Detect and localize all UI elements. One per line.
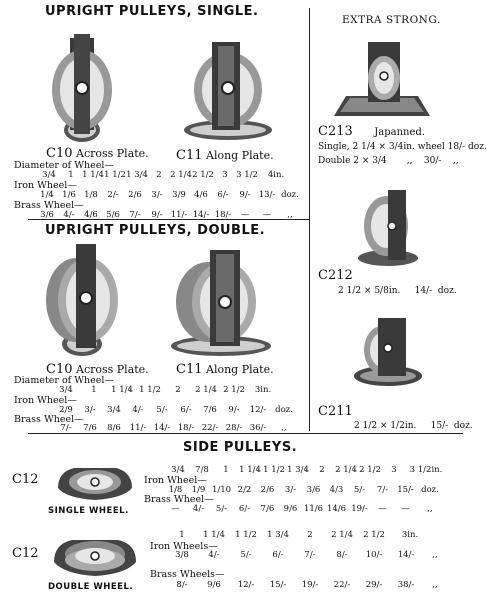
price-cell: 7/6 xyxy=(83,423,97,433)
code-c11: C11 xyxy=(176,148,203,163)
price-cell: 18/- xyxy=(214,210,232,220)
side-single-iron-label: Iron Wheel— xyxy=(144,475,207,486)
price-cell: 19/- xyxy=(301,580,319,590)
price-cell: 3/- xyxy=(151,190,163,200)
size-cell: 2 1/4 xyxy=(335,465,357,475)
size-cell: 2 xyxy=(156,170,162,180)
size-cell: 1 xyxy=(223,465,229,475)
pulley-c213-illustration xyxy=(334,36,434,124)
single-cap-left xyxy=(46,146,149,161)
double-brass-label: Brass Wheel— xyxy=(14,414,84,425)
size-cell: 1 xyxy=(68,170,74,180)
price-cell: 2/6 xyxy=(128,190,142,200)
c212-line: 2 1/2 × 5/8in. 14/- doz. xyxy=(338,286,457,296)
price-cell: 7/6 xyxy=(260,504,275,514)
single-cap-right xyxy=(176,148,274,163)
size-cell: 2 xyxy=(319,465,325,475)
price-cell: 1/6 xyxy=(62,190,76,200)
single-wheel-label: SINGLE WHEEL. xyxy=(48,506,129,516)
size-cell: 2 1/2 xyxy=(363,530,385,540)
side-double-brass-label: Brass Wheels— xyxy=(150,569,225,580)
side-single-brass-label: Brass Wheel— xyxy=(144,494,214,505)
size-cell: 1 1/4 xyxy=(203,530,225,540)
price-cell: 14/- xyxy=(192,210,210,220)
single-brass-row xyxy=(36,210,306,220)
double-iron-row xyxy=(54,405,304,415)
size-cell: 2 1/4 xyxy=(331,530,353,540)
price-cell: 3/- xyxy=(284,485,297,495)
price-cell: 9/- xyxy=(228,405,240,415)
size-cell: 1 1/4 xyxy=(82,170,104,180)
price-cell: — xyxy=(262,210,272,220)
price-cell: 4/- xyxy=(63,210,75,220)
unit-cell: doz. xyxy=(421,485,439,495)
c213-caption xyxy=(318,124,425,139)
size-cell: 1 3/4 xyxy=(287,465,309,475)
price-cell: 9/- xyxy=(151,210,163,220)
size-cell: 2 1/2 xyxy=(192,170,214,180)
size-cell: 2 1/4 xyxy=(170,170,192,180)
price-cell: 2/- xyxy=(107,190,119,200)
price-cell: 6/- xyxy=(180,405,192,415)
unit-cell: doz. xyxy=(275,405,293,415)
side-pulley-single-illustration xyxy=(54,458,136,504)
price-cell: 15/- xyxy=(397,485,414,495)
single-brass-label: Brass Wheel— xyxy=(14,200,84,211)
price-cell: 18/- xyxy=(177,423,195,433)
price-cell: 5/6 xyxy=(106,210,120,220)
section-divider-side xyxy=(28,433,463,434)
price-cell: 4/6 xyxy=(84,210,98,220)
price-cell: 3/6 xyxy=(306,485,321,495)
price-cell: — xyxy=(378,504,387,514)
price-cell: 13/- xyxy=(258,190,276,200)
price-cell: 6/- xyxy=(217,190,229,200)
price-cell: 1/9 xyxy=(191,485,206,495)
double-title: UPRIGHT PULLEYS, DOUBLE. xyxy=(45,223,266,238)
caption-across-plate: Across Plate. xyxy=(76,147,149,160)
price-cell: 15/- xyxy=(269,580,287,590)
price-cell: 1/8 xyxy=(168,485,183,495)
price-cell: 22/- xyxy=(333,580,351,590)
size-cell: 3 1/2in. xyxy=(409,465,443,475)
caption-along-plate: Along Plate. xyxy=(206,363,274,376)
unit-cell: ,, xyxy=(287,210,293,220)
size-cell: 2 xyxy=(307,530,313,540)
code-c10: C10 xyxy=(46,146,73,161)
price-cell: 14/- xyxy=(153,423,171,433)
price-cell: 7/- xyxy=(60,423,72,433)
code-c10: C10 xyxy=(46,362,73,377)
side-single-brass-row xyxy=(164,504,464,514)
size-cell: 1 1/2 xyxy=(235,530,257,540)
double-brass-row xyxy=(54,423,304,433)
price-cell: 12/- xyxy=(237,580,255,590)
price-cell: 7/6 xyxy=(203,405,217,415)
price-cell: 22/- xyxy=(201,423,219,433)
double-iron-label: Iron Wheel— xyxy=(14,395,77,406)
size-cell: 2 1/4 xyxy=(195,385,217,395)
price-cell: 14/6 xyxy=(326,504,347,514)
price-cell: 3/4 xyxy=(107,405,121,415)
price-cell: 4/- xyxy=(208,550,220,560)
single-iron-row xyxy=(36,190,306,200)
price-cell: 4/- xyxy=(132,405,144,415)
price-cell: 1/8 xyxy=(84,190,98,200)
size-cell: 3/4 xyxy=(171,465,185,475)
c213-line2: Double 2 × 3/4 ,, 30/- ,, xyxy=(318,156,459,166)
price-cell: 11/- xyxy=(170,210,188,220)
code-c213: C213 xyxy=(318,124,353,139)
price-cell: 9/- xyxy=(239,190,251,200)
pulley-c10-single-illustration xyxy=(38,30,128,148)
double-cap-right xyxy=(176,362,274,377)
size-cell: 1 xyxy=(91,385,97,395)
size-cell: 3in. xyxy=(254,385,272,395)
unit-cell: ,, xyxy=(281,423,287,433)
size-cell: 3in. xyxy=(401,530,419,540)
price-cell: — xyxy=(401,504,410,514)
side-pulley-double-illustration xyxy=(50,530,140,580)
price-cell: 5/- xyxy=(353,485,366,495)
size-cell: 3 xyxy=(391,465,397,475)
single-title: UPRIGHT PULLEYS, SINGLE. xyxy=(45,4,259,19)
price-cell: 8/- xyxy=(336,550,348,560)
size-cell: 3/4 xyxy=(42,170,56,180)
price-cell: 3/9 xyxy=(172,190,186,200)
price-cell: 19/- xyxy=(351,504,368,514)
price-cell: 10/- xyxy=(365,550,383,560)
size-cell: 1 1/4 xyxy=(111,385,133,395)
size-cell: 1 1/4 xyxy=(239,465,261,475)
size-cell: 3 1/2 xyxy=(236,170,258,180)
size-cell: 1 1/2 xyxy=(139,385,161,395)
side-double-brass-row xyxy=(166,580,460,590)
pulley-c211-illustration xyxy=(350,312,426,394)
price-cell: 4/3 xyxy=(329,485,344,495)
price-cell: 9/6 xyxy=(207,580,221,590)
extra-title: EXTRA STRONG. xyxy=(342,14,441,26)
japanned-label: Japanned. xyxy=(374,127,425,138)
size-cell: 3/4 xyxy=(59,385,73,395)
size-cell: 1 3/4 xyxy=(267,530,289,540)
double-diam-label: Diameter of Wheel— xyxy=(14,375,114,386)
column-divider xyxy=(309,8,310,431)
side-double-sizes xyxy=(166,530,436,540)
size-cell: 1 1/2 xyxy=(263,465,285,475)
pulley-c10-double-illustration xyxy=(36,240,126,362)
size-cell: 1 xyxy=(179,530,185,540)
price-cell: 9/6 xyxy=(283,504,298,514)
price-cell: 12/- xyxy=(249,405,267,415)
double-diam-row xyxy=(52,385,284,395)
pulley-c212-illustration xyxy=(352,186,422,270)
side-single-sizes xyxy=(166,465,461,475)
price-cell: 5/- xyxy=(156,405,168,415)
price-cell: 1/10 xyxy=(211,485,232,495)
single-iron-label: Iron Wheel— xyxy=(14,180,77,191)
price-cell: 7/- xyxy=(129,210,141,220)
size-cell: 1 3/4 xyxy=(126,170,148,180)
pulley-c11-double-illustration xyxy=(166,246,276,362)
side-double-iron-label: Iron Wheels— xyxy=(150,541,218,552)
caption-across-plate: Across Plate. xyxy=(76,363,149,376)
single-diam-row xyxy=(38,170,294,180)
code-c211: C211 xyxy=(318,404,353,419)
price-cell: 11/6 xyxy=(303,504,324,514)
price-cell: 11/- xyxy=(129,423,147,433)
caption-along-plate: Along Plate. xyxy=(206,149,274,162)
price-cell: 8/6 xyxy=(107,423,121,433)
side-double-code: C12 xyxy=(12,546,39,561)
unit-cell: doz. xyxy=(281,190,299,200)
side-double-iron-row xyxy=(166,550,460,560)
price-cell: 6/- xyxy=(272,550,284,560)
price-cell: 4/- xyxy=(192,504,205,514)
price-cell: 36/- xyxy=(249,423,267,433)
price-cell: — xyxy=(240,210,250,220)
unit-cell: ,, xyxy=(432,580,438,590)
price-cell: 2/6 xyxy=(260,485,275,495)
size-cell: 2 1/2 xyxy=(359,465,381,475)
price-cell: 3/6 xyxy=(40,210,54,220)
size-cell: 1 1/2 xyxy=(104,170,126,180)
price-cell: 6/- xyxy=(238,504,251,514)
price-cell: 5/- xyxy=(240,550,252,560)
size-cell: 4in. xyxy=(267,170,285,180)
size-cell: 3 xyxy=(222,170,228,180)
side-title: SIDE PULLEYS. xyxy=(183,440,298,455)
price-cell: 5/- xyxy=(215,504,228,514)
c213-line1: Single, 2 1/4 × 3/4in. wheel 18/- doz. xyxy=(318,142,487,152)
price-cell: 29/- xyxy=(365,580,383,590)
size-cell: 2 xyxy=(175,385,181,395)
double-wheel-label: DOUBLE WHEEL. xyxy=(48,582,134,592)
single-diam-label: Diameter of Wheel— xyxy=(14,160,114,171)
pulley-c11-single-illustration xyxy=(178,38,278,146)
price-cell: 28/- xyxy=(225,423,243,433)
price-cell: 7/- xyxy=(376,485,389,495)
price-cell: 14/- xyxy=(397,550,415,560)
size-cell: 7/8 xyxy=(195,465,209,475)
price-cell: 2/9 xyxy=(59,405,73,415)
c211-line: 2 1/2 × 1/2in. 15/- doz. xyxy=(354,421,473,431)
price-cell: 8/- xyxy=(176,580,188,590)
price-cell: 3/8 xyxy=(175,550,189,560)
price-cell: 3/- xyxy=(84,405,96,415)
price-cell: 2/2 xyxy=(237,485,252,495)
price-cell: 4/6 xyxy=(194,190,208,200)
side-single-code: C12 xyxy=(12,472,39,487)
unit-cell: ,, xyxy=(432,550,438,560)
code-c11: C11 xyxy=(176,362,203,377)
price-cell: 1/4 xyxy=(40,190,54,200)
code-c212: C212 xyxy=(318,268,353,283)
size-cell: 2 1/2 xyxy=(223,385,245,395)
unit-cell: ,, xyxy=(427,504,433,514)
price-cell: — xyxy=(171,504,180,514)
price-cell: 7/- xyxy=(304,550,316,560)
price-cell: 38/- xyxy=(397,580,415,590)
